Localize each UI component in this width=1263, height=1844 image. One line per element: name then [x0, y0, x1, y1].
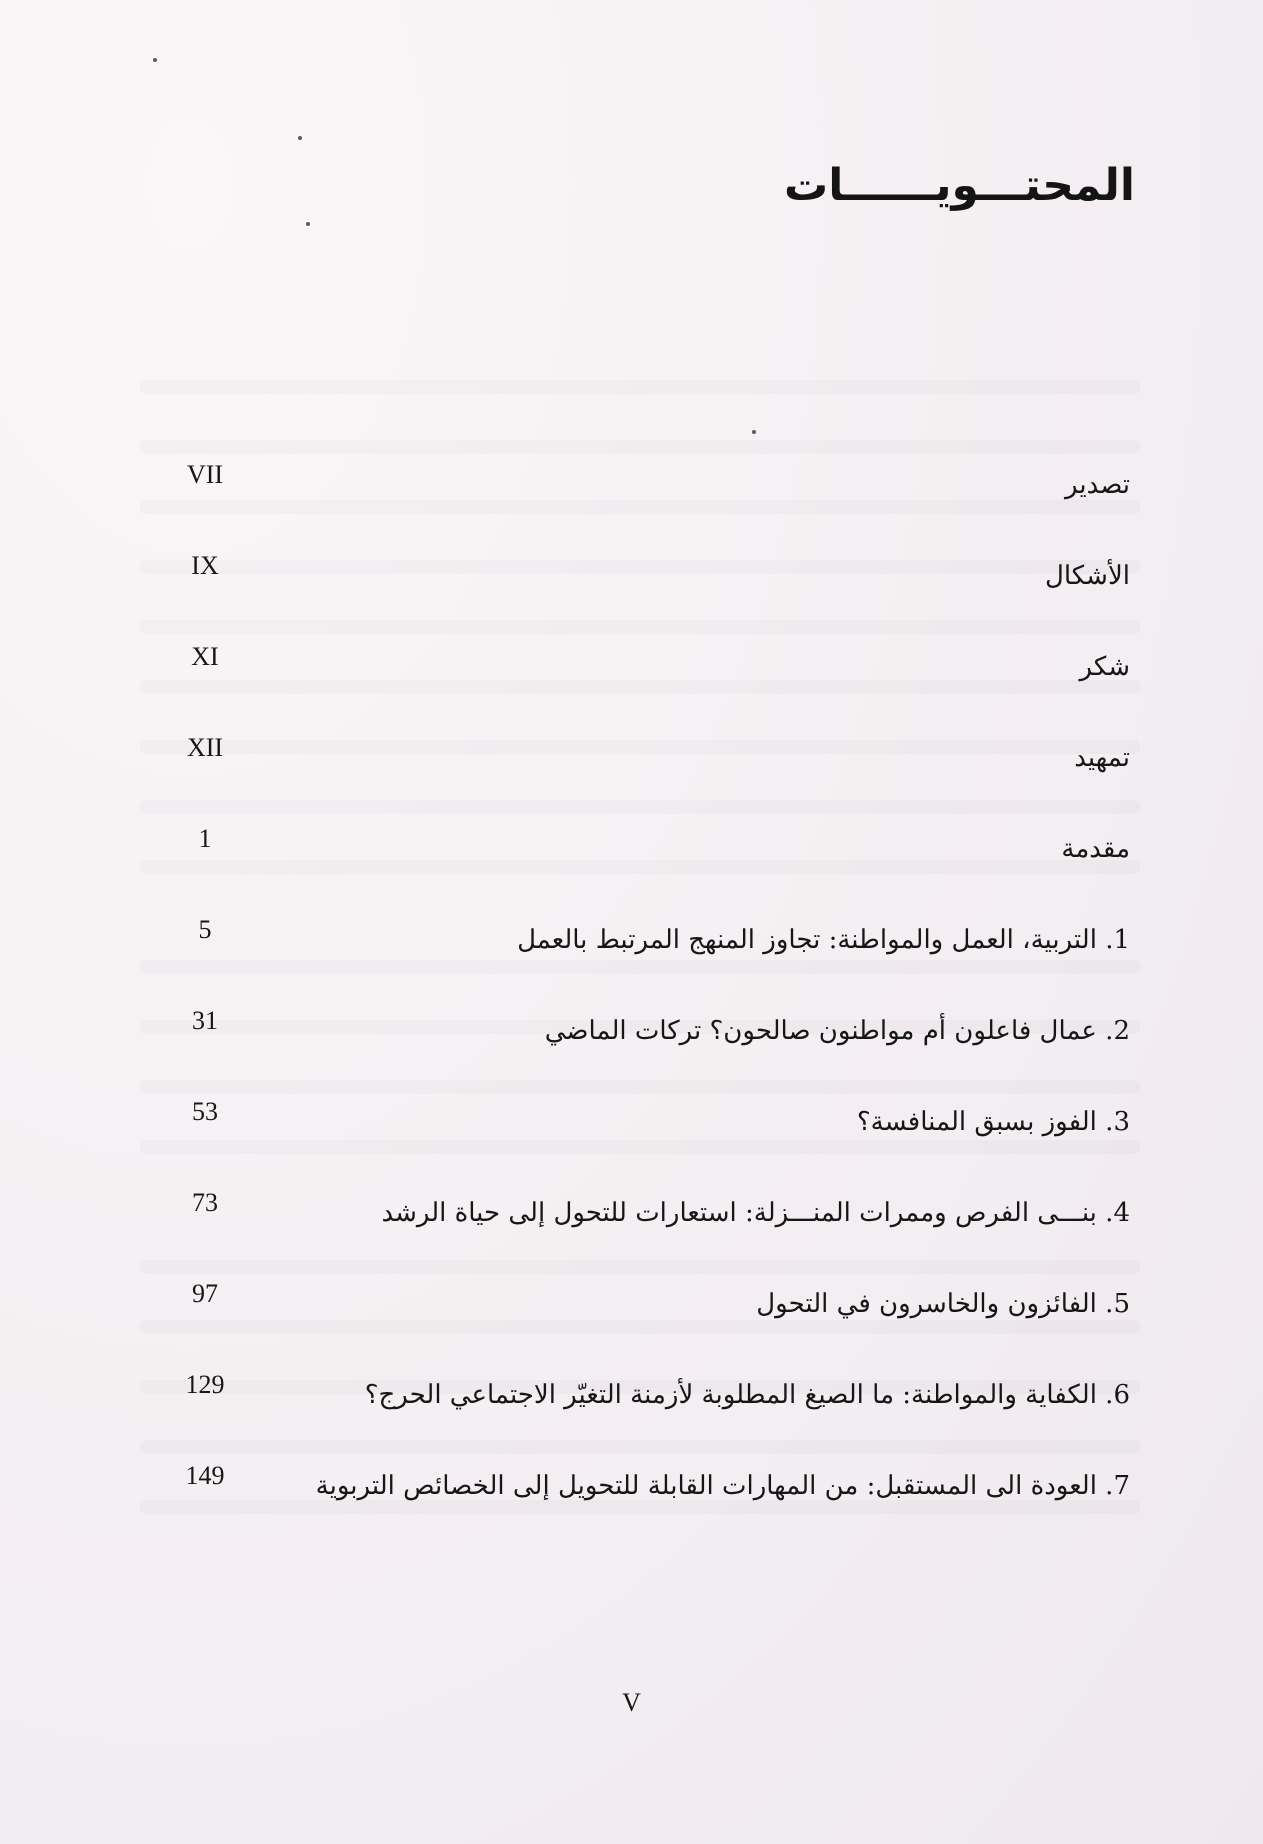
toc-entry [150, 1370, 1130, 1461]
toc-entry-page: 73 [192, 1188, 218, 1217]
toc-entry-page: 53 [192, 1097, 218, 1126]
toc-entry-page: 149 [185, 1461, 225, 1490]
toc-entry [150, 551, 1130, 642]
toc-entry [150, 1006, 1130, 1097]
toc-entry-page: XI [191, 642, 219, 671]
toc-entry [150, 642, 1130, 733]
scan-speck [298, 136, 302, 140]
page-title: المحتـــويــــــات [784, 160, 1135, 211]
toc-entry-page: XII [186, 733, 224, 762]
bleed-through-line [140, 380, 1140, 394]
table-of-contents [150, 460, 1130, 1552]
toc-entry-page: 97 [192, 1279, 218, 1308]
scan-speck [153, 58, 157, 62]
toc-entry [150, 1188, 1130, 1279]
bleed-through-line [140, 440, 1140, 454]
toc-entry-label: 3. الفوز بسبق المنافسة؟ [856, 1107, 1130, 1137]
toc-entry-page: 129 [185, 1370, 225, 1399]
toc-entry [150, 824, 1130, 915]
toc-entry [150, 1279, 1130, 1370]
scan-speck [306, 222, 310, 226]
toc-entry-label: مقدمة [1061, 834, 1130, 864]
toc-entry-label: الأشكال [1044, 561, 1130, 591]
toc-entry-page: 1 [198, 824, 212, 853]
page-number: V [622, 1688, 641, 1717]
toc-entry-page: 31 [192, 1006, 218, 1035]
toc-entry-label: 7. العودة الى المستقبل: من المهارات القابلة للتحويل إلى الخصائص التربوية [315, 1471, 1130, 1501]
toc-entry-page: IX [191, 551, 219, 580]
toc-entry-label: 5. الفائزون والخاسرون في التحول [756, 1289, 1130, 1319]
toc-entry-label: 6. الكفاية والمواطنة: ما الصيغ المطلوبة لأزمنة التغيّر الاجتماعي الحرج؟ [364, 1380, 1130, 1410]
scan-speck [752, 430, 756, 434]
toc-entry [150, 1461, 1130, 1552]
toc-entry [150, 915, 1130, 1006]
toc-entry [150, 1097, 1130, 1188]
toc-entry-page: VII [186, 460, 224, 489]
toc-entry-label: 4. بنـــى الفرص وممرات المنـــزلة: استعارات للتحول إلى حياة الرشد [381, 1198, 1130, 1228]
toc-entry-label: تمهيد [1074, 743, 1130, 773]
toc-entry-page: 5 [198, 915, 212, 944]
toc-entry-label: 2. عمال فاعلون أم مواطنون صالحون؟ تركات الماضي [544, 1016, 1130, 1046]
toc-entry-label: شكر [1079, 652, 1130, 682]
toc-entry [150, 460, 1130, 551]
toc-entry [150, 733, 1130, 824]
toc-entry-label: 1. التربية، العمل والمواطنة: تجاوز المنهج المرتبط بالعمل [517, 925, 1130, 955]
toc-entry-label: تصدير [1064, 470, 1130, 500]
